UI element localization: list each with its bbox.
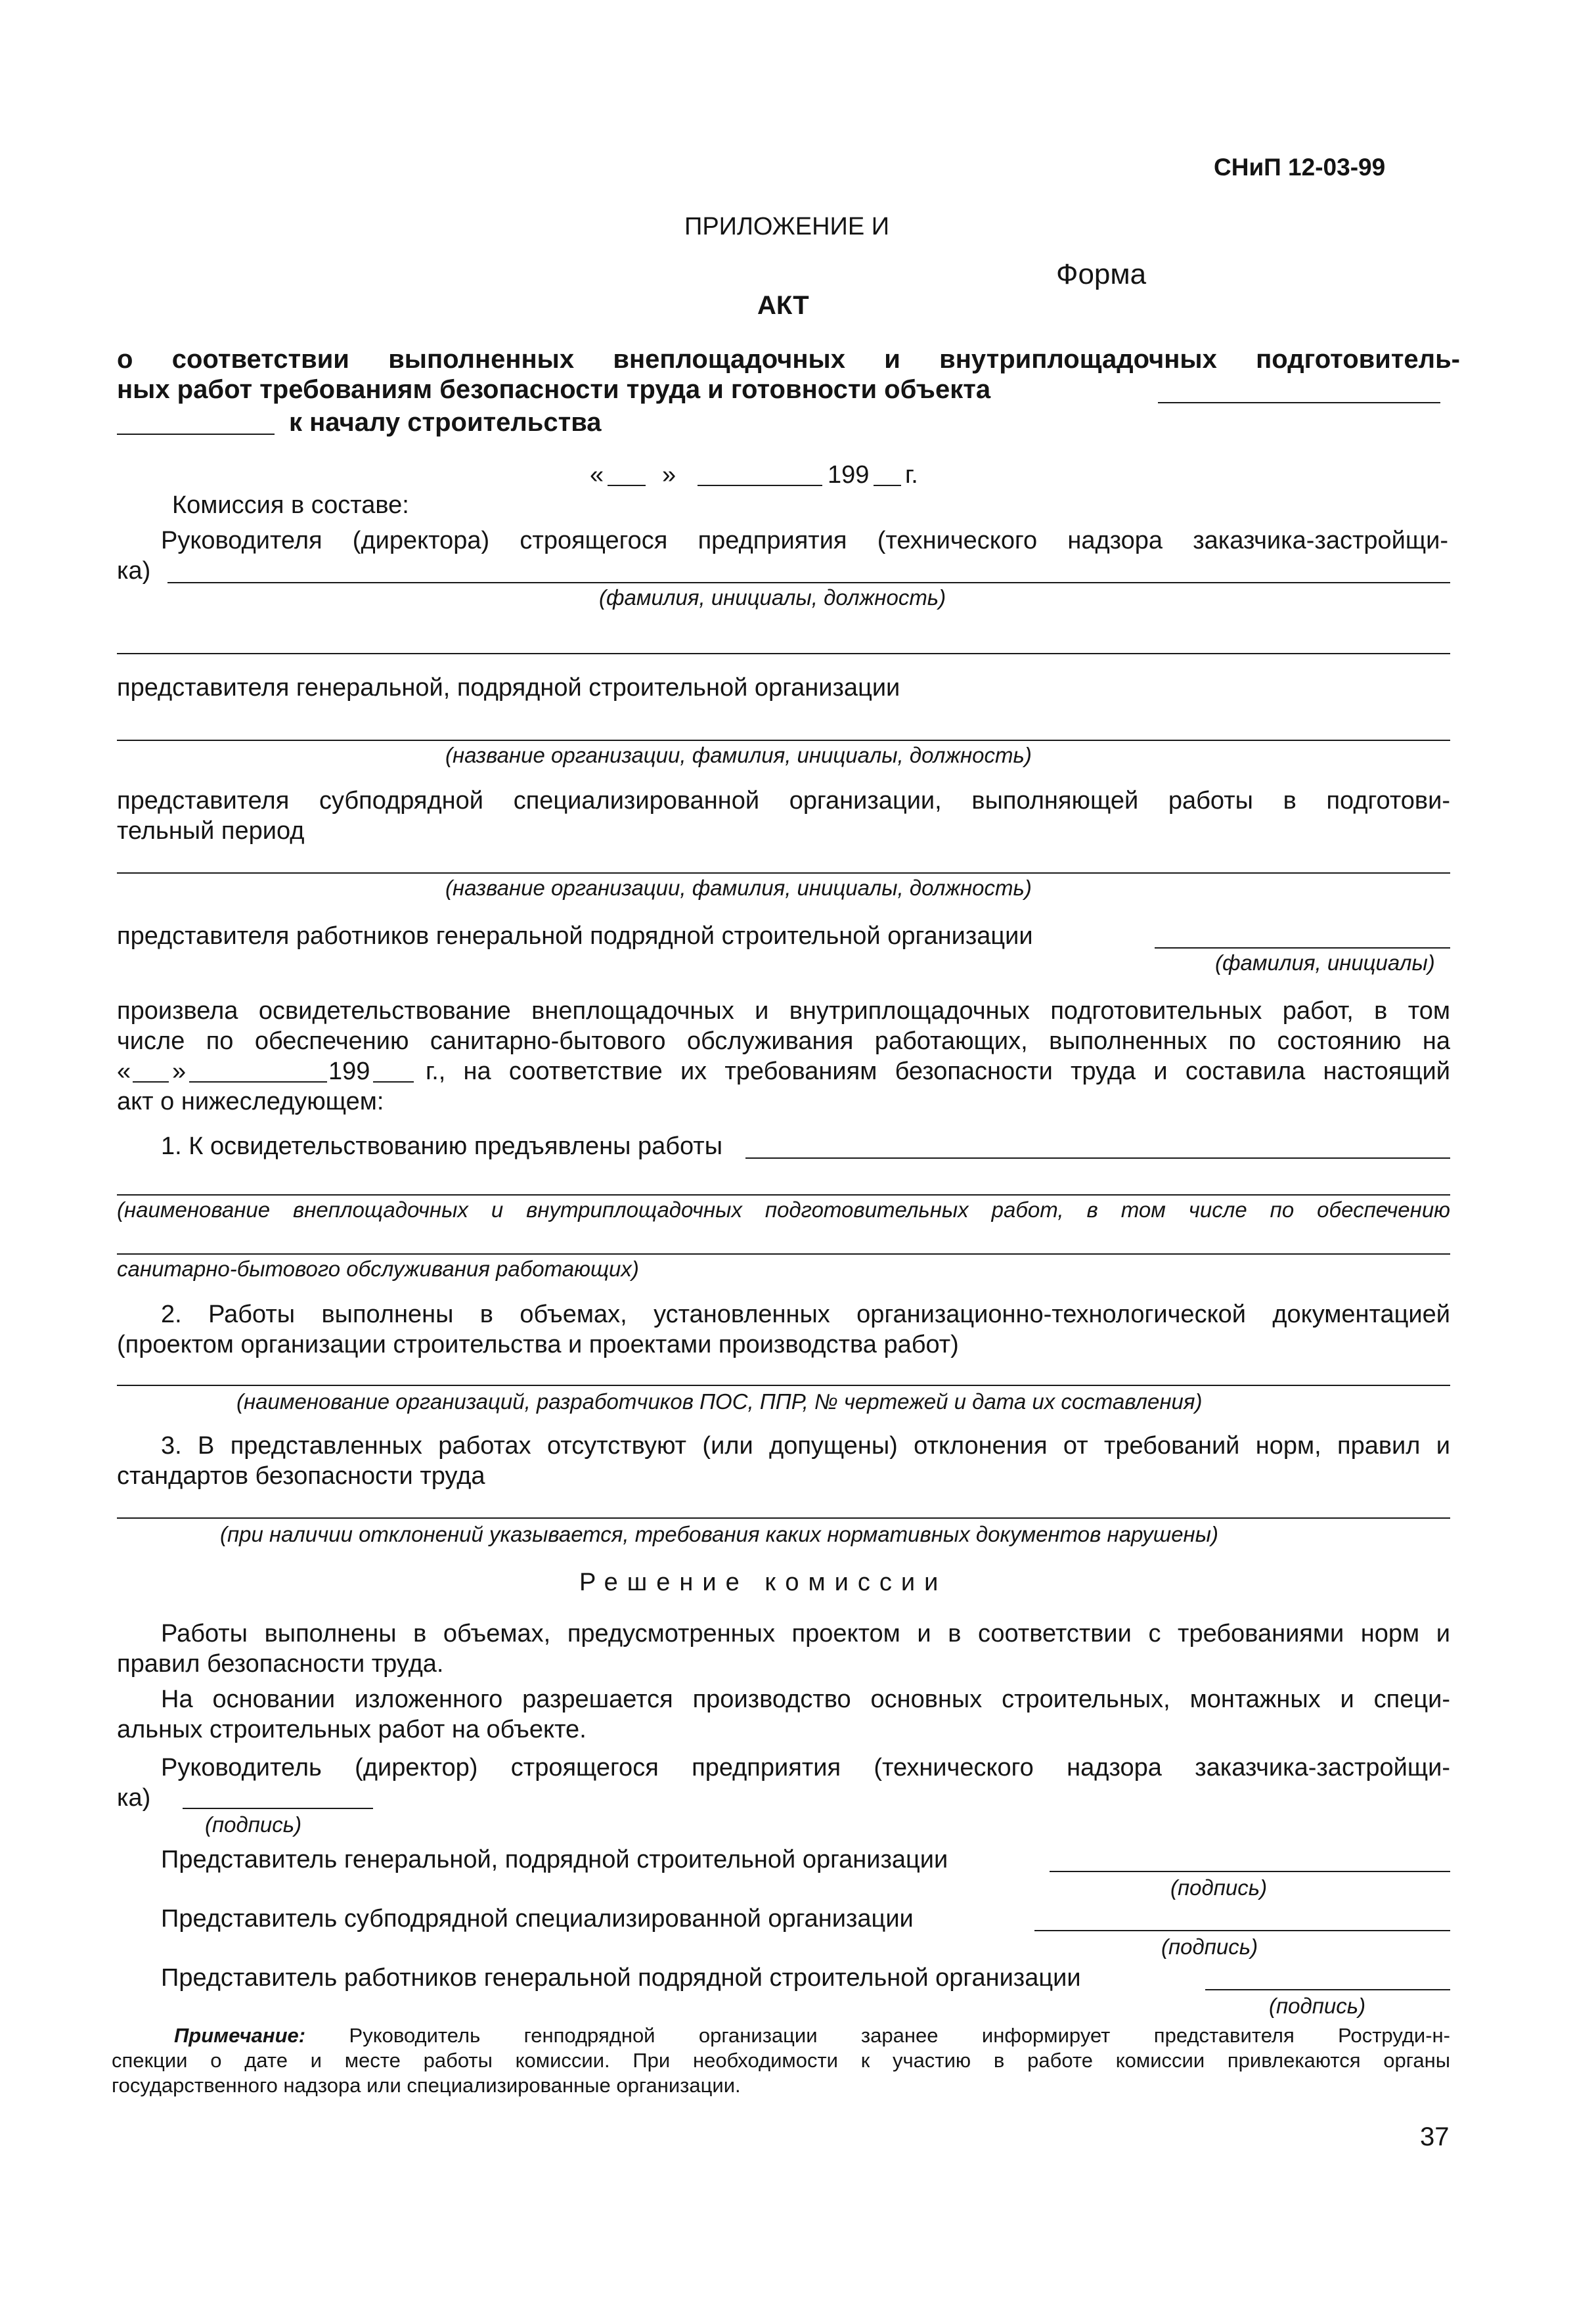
signature-head-blank[interactable] bbox=[183, 1808, 373, 1809]
decision-p1-line-2: правил безопасности труда. bbox=[117, 1650, 444, 1678]
note-line-2: спекции о дате и месте работы комиссии. При необходимости к участию в работе комиссии привлекаются органы bbox=[112, 2049, 1450, 2072]
item-2-caption: (наименование организаций, разработчиков ПОС, ППР, № чертежей и дата их составления) bbox=[236, 1389, 1203, 1414]
item-3-caption: (при наличии отклонений указывается, требования каких нормативных документов нарушены) bbox=[220, 1522, 1218, 1546]
commission-sub-line-2: тельный период bbox=[117, 817, 305, 845]
commission-sub-blank[interactable] bbox=[117, 872, 1450, 874]
signature-general-caption: (подпись) bbox=[1170, 1875, 1268, 1900]
inspection-year: 199 bbox=[328, 1058, 370, 1085]
act-subject-line-2: ных работ требованиям безопасности труда и готовности объекта bbox=[117, 375, 991, 404]
act-subject-line-1: о соответствии выполненных внеплощадочных и внутриплощадочных подготовитель- bbox=[117, 345, 1460, 374]
inspection-quote-open: « bbox=[117, 1058, 131, 1085]
object-name-blank[interactable] bbox=[1158, 402, 1440, 403]
commission-workers-rep: представителя работников генеральной подрядной строительной организации bbox=[117, 922, 1033, 950]
note-line-1-tail: н- bbox=[1432, 2024, 1450, 2047]
commission-head-line-2: ка) bbox=[117, 557, 151, 585]
page-number: 37 bbox=[1420, 2122, 1450, 2151]
signature-workers-blank[interactable] bbox=[1205, 1989, 1450, 1990]
date-quote-close: » bbox=[662, 461, 676, 489]
note-label: Примечание: bbox=[174, 2024, 306, 2047]
inspection-line-4: акт о нижеследующем: bbox=[117, 1088, 384, 1115]
form-label: Форма bbox=[1056, 258, 1147, 290]
decision-p2-line-1: На основании изложенного разрешается производство основных строительных, монтажных и специ- bbox=[161, 1686, 1450, 1713]
date-month-blank[interactable] bbox=[698, 485, 822, 486]
item-1-blank[interactable] bbox=[745, 1157, 1450, 1159]
item-2-blank[interactable] bbox=[117, 1385, 1450, 1386]
signature-workers: Представитель работников генеральной подрядной строительной организации bbox=[161, 1964, 1081, 1992]
commission-workers-caption: (фамилия, инициалы) bbox=[1215, 951, 1435, 975]
decision-heading: Решение комиссии bbox=[579, 1569, 948, 1596]
commission-intro: Комиссия в составе: bbox=[172, 491, 409, 519]
note-line-3: государственного надзора или специализированные организации. bbox=[112, 2074, 741, 2097]
act-title: АКТ bbox=[757, 291, 809, 320]
commission-general-blank[interactable] bbox=[117, 740, 1450, 741]
item-2-line-1: 2. Работы выполнены в объемах, установленных организационно-технологической документацией bbox=[161, 1301, 1450, 1328]
inspection-line-2: числе по обеспечению санитарно-бытового обслуживания работающих, выполненных по состоянию на bbox=[117, 1027, 1450, 1055]
signature-head-line-1: Руководитель (директор) строящегося предприятия (технического надзора заказчика-застройщи- bbox=[161, 1754, 1450, 1781]
note-line-1-text: Руководитель генподрядной организации заранее информирует представителя Роструди- bbox=[349, 2024, 1432, 2047]
commission-sub-caption: (название организации, фамилия, инициалы, должность) bbox=[445, 876, 1032, 900]
signature-workers-caption: (подпись) bbox=[1269, 1994, 1366, 2018]
signature-head-line-2: ка) bbox=[117, 1784, 151, 1812]
decision-p2-line-2: альных строительных работ на объекте. bbox=[117, 1716, 587, 1743]
item-1-caption-b: санитарно-бытового обслуживания работающих) bbox=[117, 1257, 639, 1281]
date-year-suffix: г. bbox=[905, 461, 918, 489]
commission-general-rep: представителя генеральной, подрядной строительной организации bbox=[117, 674, 900, 702]
inspection-month-blank[interactable] bbox=[189, 1081, 327, 1083]
signature-general-blank[interactable] bbox=[1050, 1871, 1450, 1872]
date-quote-open: « bbox=[590, 461, 604, 489]
commission-workers-blank[interactable] bbox=[1155, 947, 1450, 949]
commission-head-caption: (фамилия, инициалы, должность) bbox=[599, 585, 946, 610]
date-year-blank[interactable] bbox=[874, 485, 901, 486]
item-2-line-2: (проектом организации строительства и проектами производства работ) bbox=[117, 1331, 959, 1358]
commission-head-blank-2[interactable] bbox=[117, 653, 1450, 654]
item-1: 1. К освидетельствованию предъявлены работы bbox=[161, 1132, 723, 1160]
doc-code: СНиП 12-03-99 bbox=[1214, 154, 1386, 181]
item-3-line-2: стандартов безопасности труда bbox=[117, 1462, 485, 1490]
inspection-year-blank[interactable] bbox=[373, 1081, 414, 1083]
signature-sub-blank[interactable] bbox=[1034, 1930, 1450, 1931]
commission-head-blank[interactable] bbox=[167, 582, 1450, 583]
item-1-blank-3[interactable] bbox=[117, 1253, 1450, 1255]
appendix-label: ПРИЛОЖЕНИЕ И bbox=[684, 213, 890, 240]
commission-general-caption: (название организации, фамилия, инициалы, должность) bbox=[445, 743, 1032, 767]
item-1-caption-a: (наименование внеплощадочных и внутриплощадочных подготовительных работ, в том числе по обеспечению bbox=[117, 1198, 1450, 1222]
item-3-line-1: 3. В представленных работах отсутствуют (или допущены) отклонения от требований норм, правил и bbox=[161, 1432, 1450, 1460]
date-year: 199 bbox=[828, 461, 870, 489]
act-subject-line-3: к началу строительства bbox=[289, 408, 602, 437]
decision-p1-line-1: Работы выполнены в объемах, предусмотренных проектом и в соответствии с требованиями норм и bbox=[161, 1620, 1450, 1647]
signature-sub: Представитель субподрядной специализированной организации bbox=[161, 1905, 914, 1933]
date-day-blank[interactable] bbox=[608, 485, 646, 486]
inspection-line-3: г., на соответствие их требованиям безопасности труда и составила настоящий bbox=[426, 1058, 1450, 1085]
inspection-quote-close: » bbox=[172, 1058, 187, 1085]
signature-sub-caption: (подпись) bbox=[1161, 1935, 1258, 1959]
signature-head-caption: (подпись) bbox=[205, 1812, 302, 1837]
inspection-line-1: произвела освидетельствование внеплощадочных и внутриплощадочных подготовительных работ, в том bbox=[117, 997, 1450, 1025]
commission-sub-line-1: представителя субподрядной специализированной организации, выполняющей работы в подготови- bbox=[117, 787, 1450, 815]
note-line-1 bbox=[174, 2023, 1450, 2048]
commission-head-line-1: Руководителя (директора) строящегося предприятия (технического надзора заказчика-застройщи- bbox=[161, 527, 1448, 554]
item-1-blank-2[interactable] bbox=[117, 1194, 1450, 1196]
item-3-blank[interactable] bbox=[117, 1517, 1450, 1519]
object-name-blank-2[interactable] bbox=[117, 434, 275, 435]
signature-general: Представитель генеральной, подрядной строительной организации bbox=[161, 1846, 948, 1873]
inspection-day-blank[interactable] bbox=[133, 1081, 169, 1083]
